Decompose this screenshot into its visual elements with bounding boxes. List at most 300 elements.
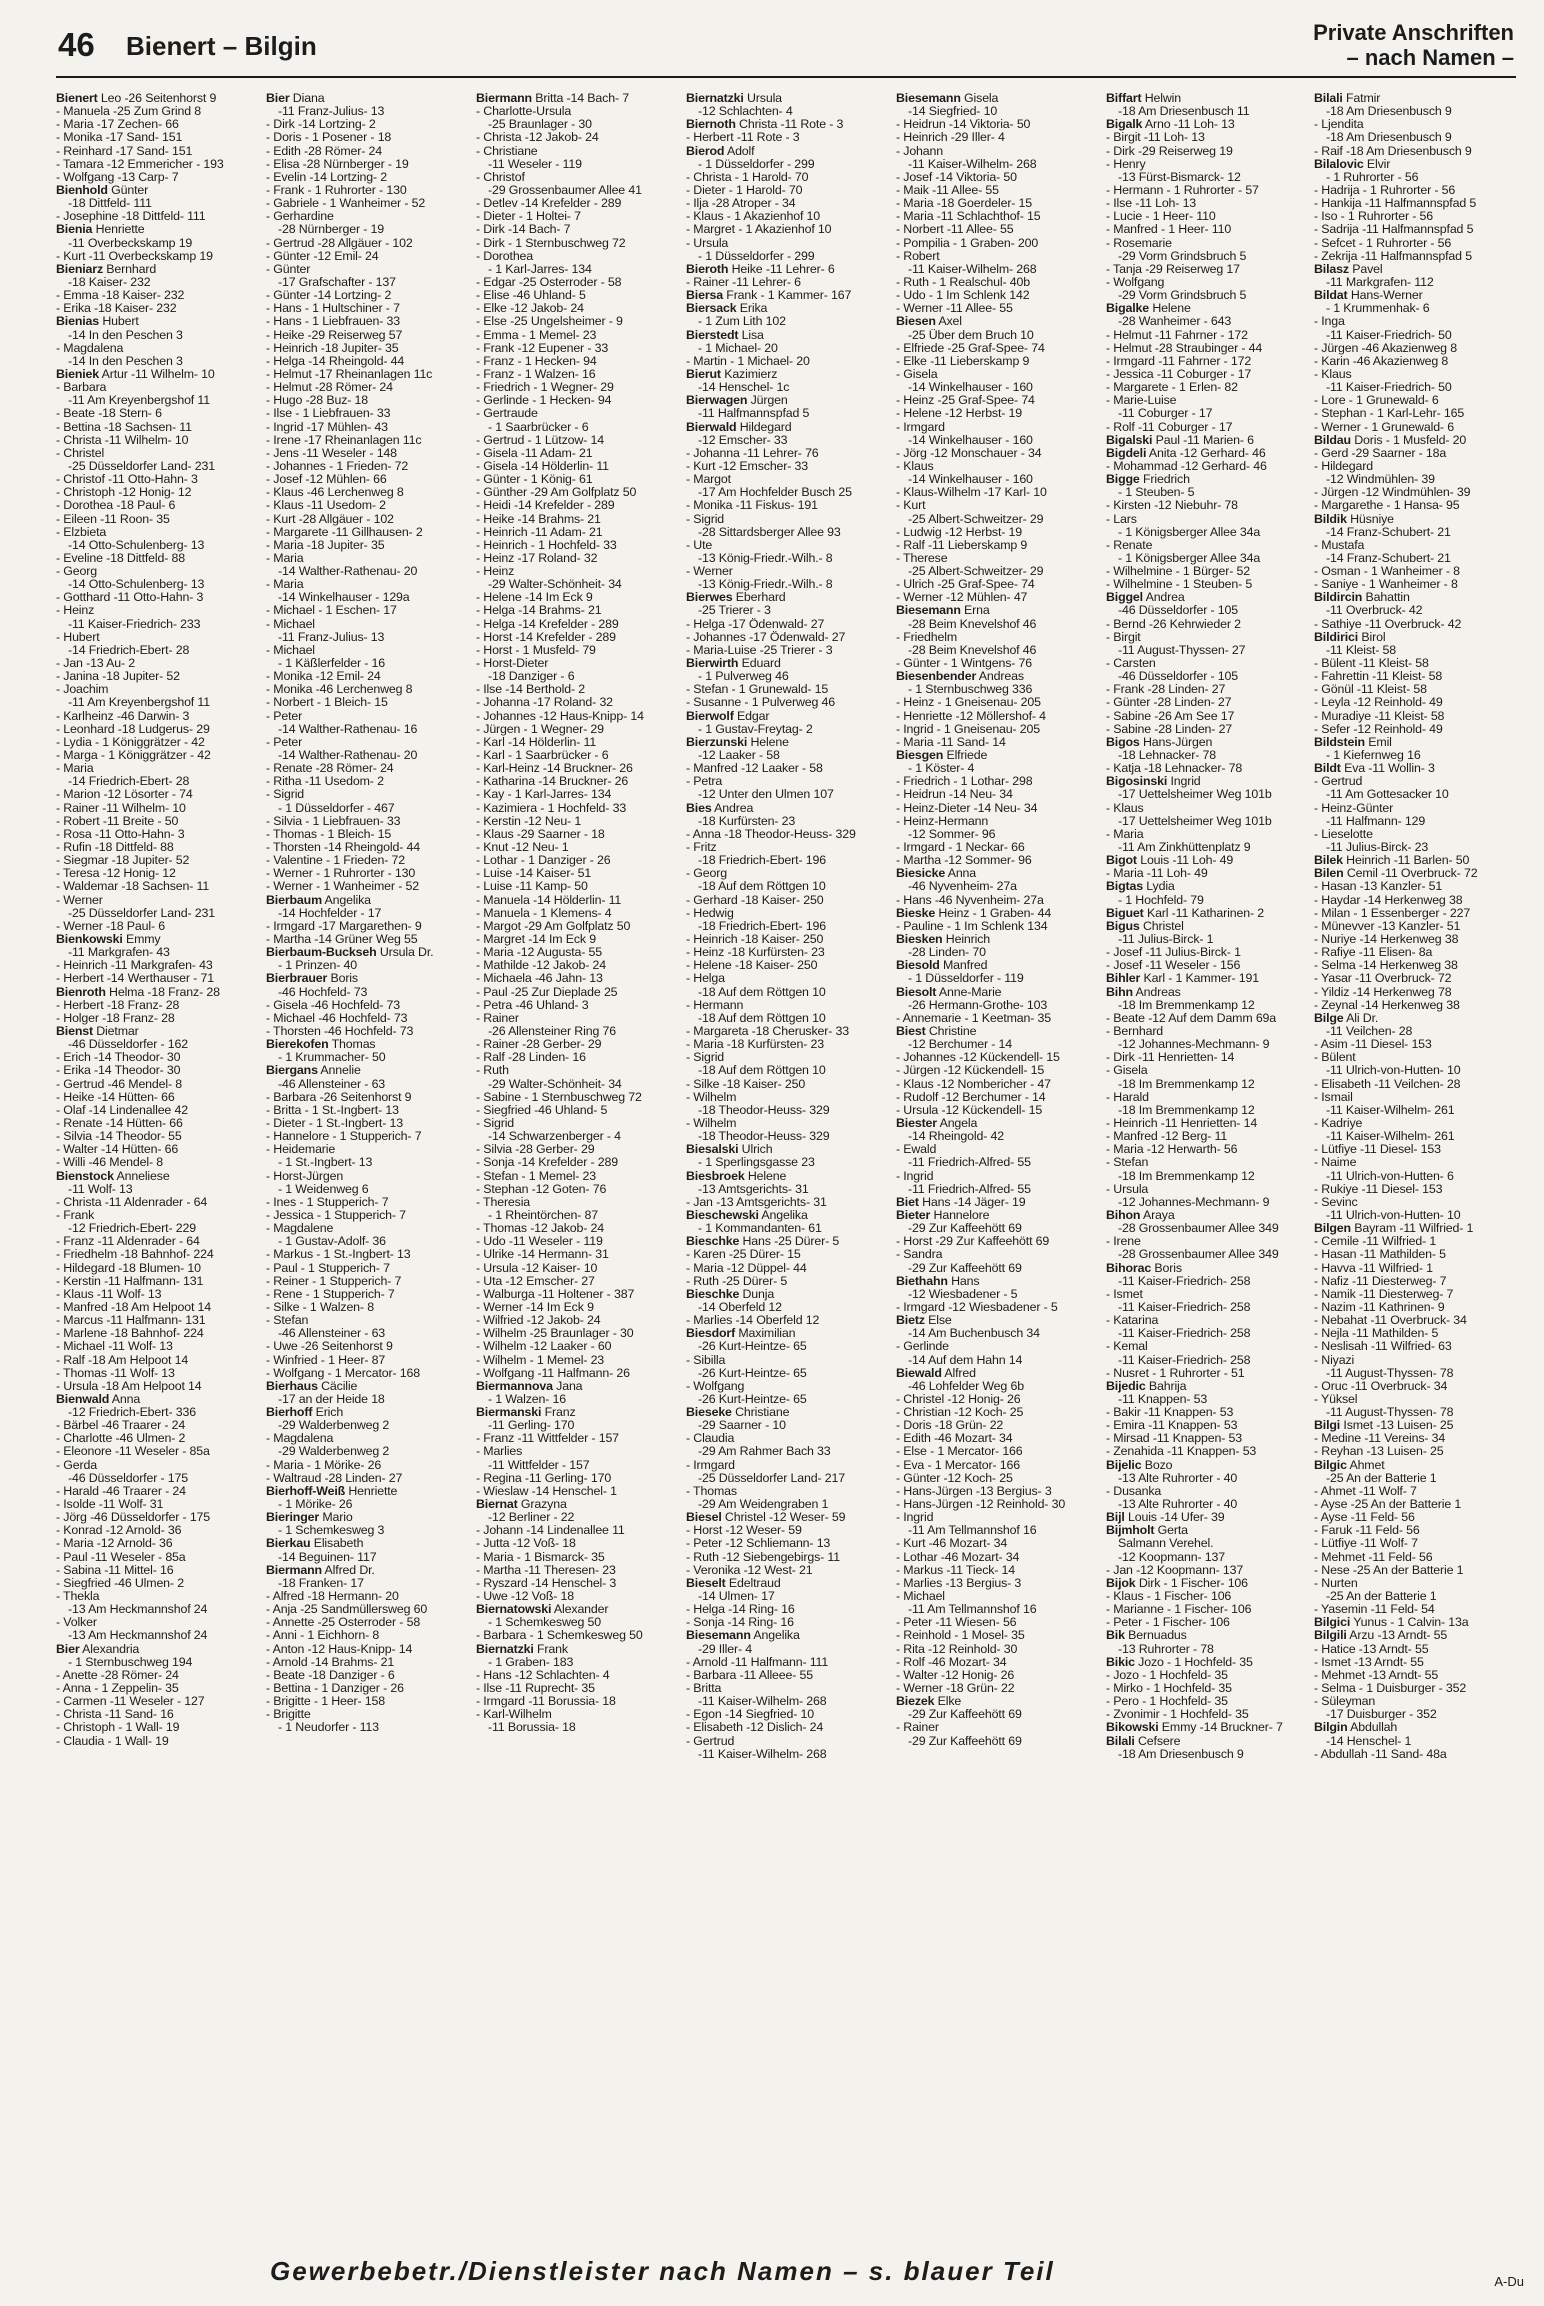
directory-entry: - Günter - 1 König- 61 — [476, 473, 593, 487]
directory-entry: Bietz Else — [896, 1314, 952, 1328]
directory-entry: -13 König-Friedr.-Wilh.- 8 — [698, 578, 833, 592]
directory-entry: - Helene -14 Im Eck 9 — [476, 591, 593, 605]
directory-entry: -12 Sommer- 96 — [908, 827, 996, 841]
directory-entry: Biesbroek Helene — [686, 1169, 787, 1183]
directory-entry: - Markus - 1 St.-Ingbert- 13 — [266, 1248, 411, 1262]
directory-entry: Biergans Annelie — [266, 1064, 361, 1078]
directory-entry: Biesel Christel -12 Weser- 59 — [686, 1511, 846, 1525]
directory-entry: - Maria - 1 Bismarck- 35 — [476, 1550, 605, 1564]
directory-entry: Bilek Heinrich -11 Barlen- 50 — [1314, 854, 1470, 868]
directory-entry: - Christel — [56, 446, 105, 460]
surname: Biesdorf — [686, 1327, 736, 1341]
directory-entry: - Waltraud -28 Linden- 27 — [266, 1471, 403, 1485]
directory-entry: - Frank -28 Linden- 27 — [1106, 683, 1226, 697]
directory-entry: - Eileen -11 Roon- 35 — [56, 512, 170, 526]
directory-entry: - Ralf -18 Am Helpoot 14 — [56, 1353, 189, 1367]
directory-entry: - Heinrich -18 Kaiser- 250 — [686, 933, 824, 946]
directory-entry: Biewald Alfred — [896, 1366, 976, 1380]
directory-entry: Bies Andrea — [686, 801, 754, 815]
surname: Bigosinski — [1106, 775, 1168, 789]
directory-entry: -13 König-Friedr.-Wilh.- 8 — [698, 551, 833, 565]
directory-entry: - Margarete - 1 Erlen- 82 — [1106, 381, 1238, 395]
directory-entry: - Peter -11 Wiesen- 56 — [896, 1616, 1017, 1630]
directory-entry: -18 Kurfürsten- 23 — [698, 814, 796, 828]
directory-entry: - Manfred -18 Am Helpoot 14 — [56, 1300, 212, 1314]
surname: Bik — [1106, 1629, 1125, 1643]
directory-entry: - Joachim — [56, 683, 109, 697]
directory-entry: Biesemann Erna — [896, 604, 990, 618]
directory-entry: - Frank — [56, 1208, 95, 1222]
directory-entry: - Dorothea -18 Paul- 6 — [56, 499, 176, 513]
directory-entry: - Leyla -12 Reinhold- 49 — [1314, 696, 1443, 710]
directory-entry: - Christa - 1 Harold- 70 — [686, 170, 809, 184]
directory-entry: Biet Hans -14 Jäger- 19 — [896, 1195, 1026, 1209]
directory-entry: - Havva -11 Wilfried- 1 — [1314, 1261, 1433, 1275]
directory-entry: - Jessica - 1 Stupperich- 7 — [266, 1208, 406, 1222]
directory-entry: - Dirk - 1 Sternbuschweg 72 — [476, 236, 626, 250]
directory-entry: - Helga -17 Ödenwald- 27 — [686, 617, 825, 631]
directory-entry: -11 Wolf- 13 — [68, 1182, 133, 1196]
directory-entry: - Heidrun -14 Neu- 34 — [896, 788, 1013, 802]
directory-entry: - Sigrid — [476, 1116, 515, 1130]
directory-entry: - Abdullah -11 Sand- 48a — [1314, 1747, 1447, 1761]
directory-entry: -14 Siegfried- 10 — [908, 105, 998, 119]
directory-entry: - 1 Krummacher- 50 — [278, 1051, 386, 1065]
directory-entry: - 1 Köster- 4 — [908, 762, 975, 776]
directory-entry: - Erich -14 Theodor- 30 — [56, 1051, 181, 1065]
directory-entry: - Gisela — [1106, 1064, 1148, 1078]
surname: Bierbaum-Buckseh — [266, 946, 377, 960]
directory-entry: -46 Hochfeld- 73 — [278, 985, 368, 999]
surname: Bienkowski — [56, 933, 123, 946]
directory-entry: -14 Hochfelder - 17 — [278, 906, 382, 920]
directory-entry: - Georg — [686, 867, 727, 881]
footer-note: Gewerbebetr./Dienstleister nach Namen – s. blauer Teil — [270, 2256, 1055, 2286]
directory-entry: - Harald — [1106, 1090, 1149, 1104]
directory-entry: - Bettina - 1 Danziger - 26 — [266, 1682, 404, 1696]
directory-entry: - Marlies — [476, 1445, 523, 1459]
directory-entry: - Birgit -11 Loh- 13 — [1106, 131, 1205, 145]
directory-entry: - Johannes - 1 Frieden- 72 — [266, 459, 409, 473]
directory-entry: - Wolfgang — [686, 1379, 745, 1393]
directory-entry: - Friedhelm — [896, 630, 958, 644]
surname: Bildat — [1314, 289, 1348, 303]
directory-entry: - Bülent -11 Kleist- 58 — [1314, 657, 1429, 671]
directory-entry: -12 Johannes-Mechmann- 9 — [1118, 1038, 1270, 1052]
directory-entry: - Heinz-Günter — [1314, 801, 1394, 815]
directory-entry: - Nafiz -11 Diesterweg- 7 — [1314, 1274, 1447, 1288]
surname: Bihler — [1106, 972, 1141, 986]
directory-entry: -11 Kleist- 58 — [1326, 643, 1396, 657]
surname: Bierwes — [686, 591, 733, 605]
directory-entry: - Elfriede -25 Graf-Spee- 74 — [896, 341, 1045, 355]
directory-entry: - Klaus -11 Wolf- 13 — [56, 1287, 162, 1301]
directory-entry: - Margret - 1 Akazienhof 10 — [686, 223, 832, 237]
directory-entry: - Lore - 1 Grunewald- 6 — [1314, 394, 1439, 408]
directory-entry: -46 Allensteiner - 63 — [278, 1327, 386, 1341]
directory-entry: Bildirici Birol — [1314, 630, 1386, 644]
directory-entry: - 1 Graben- 183 — [488, 1655, 574, 1669]
directory-entry: - Marcus -11 Halfmann- 131 — [56, 1314, 206, 1328]
directory-entry: - Wilhelm -12 Laaker - 60 — [476, 1340, 612, 1354]
directory-entry: - Maria — [266, 578, 304, 592]
directory-entry: Bierwagen Jürgen — [686, 394, 788, 408]
directory-entry: - Petra — [686, 775, 723, 789]
directory-entry: Bijl Louis -14 Ufer- 39 — [1106, 1511, 1225, 1525]
surname: Biernatzki — [686, 92, 744, 105]
directory-entry: - Reyhan -13 Luisen- 25 — [1314, 1445, 1444, 1459]
directory-entry: - Iso - 1 Ruhrorter - 56 — [1314, 210, 1433, 224]
directory-entry: Bieniek Artur -11 Wilhelm- 10 — [56, 367, 215, 381]
directory-entry: -14 In den Peschen 3 — [68, 328, 183, 342]
directory-entry: - Heinz -17 Roland- 32 — [476, 551, 598, 565]
directory-entry: - Thorsten -46 Hochfeld- 73 — [266, 1024, 414, 1038]
directory-entry: Biesdorf Maximilian — [686, 1327, 796, 1341]
directory-entry: Biesken Heinrich — [896, 933, 991, 946]
surname: Bigalke — [1106, 302, 1150, 316]
directory-entry: - Hermann - 1 Ruhrorter - 57 — [1106, 183, 1259, 197]
directory-entry: -26 Allensteiner Ring 76 — [488, 1024, 616, 1038]
directory-entry: Bieniarz Bernhard — [56, 262, 157, 276]
directory-entry: - Lütfiye -11 Wolf- 7 — [1314, 1537, 1418, 1551]
directory-entry: - Ilse -11 Ruprecht- 35 — [476, 1682, 595, 1696]
directory-entry: - Willi -46 Mendel- 8 — [56, 1156, 164, 1170]
directory-entry: - Ljendita — [1314, 118, 1364, 132]
directory-entry: - Emira -11 Knappen- 53 — [1106, 1419, 1238, 1433]
directory-entry: Bieschewski Angelika — [686, 1208, 808, 1222]
directory-entry: - 1 St.-Ingbert- 13 — [278, 1156, 373, 1170]
directory-entry: - Renate — [1106, 538, 1153, 552]
directory-entry: - Josef -14 Viktoria- 50 — [896, 170, 1017, 184]
directory-entry: - Carmen -11 Weseler - 127 — [56, 1695, 205, 1709]
directory-entry: - Horst - 1 Musfeld- 79 — [476, 643, 596, 657]
directory-entry: - Yüksel — [1314, 1392, 1358, 1406]
directory-entry: - Charlotte-Ursula — [476, 105, 572, 119]
directory-entry: - Jutta -12 Voß- 18 — [476, 1537, 576, 1551]
directory-entry: - 1 Hochfeld- 79 — [1118, 893, 1204, 907]
directory-entry: -11 Friedrich-Alfred- 55 — [908, 1156, 1031, 1170]
directory-entry: -28 Grossenbaumer Allee 349 — [1118, 1248, 1279, 1262]
directory-entry: - Herbert -11 Rote - 3 — [686, 131, 800, 145]
directory-entry: -13 Alte Ruhrorter - 40 — [1118, 1498, 1238, 1512]
directory-entry: - 1 Karl-Jarres- 134 — [488, 262, 592, 276]
directory-entry: - Norbert -11 Allee- 55 — [896, 223, 1014, 237]
directory-entry: -11 Franz-Julius- 13 — [278, 105, 385, 119]
directory-entry: - Ruth -25 Dürer- 5 — [686, 1274, 788, 1288]
directory-entry: - Gerlinde — [896, 1340, 949, 1354]
surname: Biesemann — [896, 92, 961, 105]
directory-entry: Salmann Verehel. — [1118, 1537, 1214, 1551]
directory-entry: - 1 Pulverweg 46 — [698, 670, 789, 684]
directory-entry: - Werner -14 Im Eck 9 — [476, 1300, 594, 1314]
directory-entry: - Gertrud — [686, 1734, 735, 1748]
directory-entry: Biernatzki Ursula — [686, 92, 782, 105]
directory-entry: - Waldemar -18 Sachsen- 11 — [56, 880, 210, 894]
directory-entry: - Manuela -14 Hölderlin- 11 — [476, 893, 622, 907]
directory-entry: - Edgar -25 Osterroder - 58 — [476, 275, 622, 289]
directory-entry: -18 Friedrich-Ebert- 196 — [698, 919, 826, 933]
surname: Bijmholt — [1106, 1524, 1155, 1538]
directory-entry: - Claudia — [686, 1432, 735, 1446]
directory-entry: - Muradiye -11 Kleist- 58 — [1314, 709, 1445, 723]
directory-entry: - Martha -11 Theresen- 23 — [476, 1563, 616, 1577]
directory-entry: -17 Duisburger - 352 — [1326, 1708, 1437, 1722]
directory-entry: Bijelic Bozo — [1106, 1458, 1173, 1472]
surname: Biffart — [1106, 92, 1142, 105]
directory-entry: - Klaus -29 Saarner - 18 — [476, 827, 605, 841]
surname: Bijelic — [1106, 1458, 1142, 1472]
directory-entry: -18 Am Driesenbusch 9 — [1326, 105, 1452, 119]
directory-entry: - Stefan — [1106, 1156, 1149, 1170]
directory-entry: - Sibilla — [686, 1353, 726, 1367]
directory-entry: -11 Weseler - 119 — [488, 157, 582, 171]
directory-entry: - Werner -12 Mühlen- 47 — [896, 591, 1028, 605]
directory-entry: - Thomas - 1 Bleich- 15 — [266, 827, 392, 841]
directory-entry: - Wolfgang -11 Halfmann- 26 — [476, 1366, 630, 1380]
directory-entry: -11 Overbruck- 42 — [1326, 604, 1423, 618]
surname: Bilgici — [1314, 1616, 1351, 1630]
directory-entry: -46 Nyvenheim- 27a — [908, 880, 1017, 894]
directory-entry: -25 Düsseldorfer Land- 217 — [698, 1471, 845, 1485]
directory-entry: - Heinrich -18 Jupiter- 35 — [266, 341, 399, 355]
directory-entry: - Maria -11 Schlachthof- 15 — [896, 210, 1041, 224]
directory-entry: -18 Im Bremmenkamp 12 — [1118, 1077, 1255, 1091]
surname: Biernoth — [686, 118, 736, 132]
directory-entry: -28 Grossenbaumer Allee 349 — [1118, 1222, 1279, 1236]
directory-entry: - Irene — [1106, 1235, 1141, 1249]
directory-entry: - Bernd -26 Kehrwieder 2 — [1106, 617, 1241, 631]
directory-entry: Bihn Andreas — [1106, 985, 1181, 999]
directory-entry: - Hasan -13 Kanzler- 51 — [1314, 880, 1443, 894]
directory-entry: - Leonhard -18 Ludgerus- 29 — [56, 722, 210, 736]
directory-entry: - Gotthard -11 Otto-Hahn- 3 — [56, 591, 204, 605]
directory-entry: - Jessica -11 Coburger - 17 — [1106, 367, 1252, 381]
directory-entry: - Heike -29 Reiserweg 57 — [266, 328, 403, 342]
directory-entry: - Franz - 1 Walzen- 16 — [476, 367, 596, 381]
directory-entry: - Gertrud - 1 Lützow- 14 — [476, 433, 604, 447]
directory-entry: -14 Ulmen- 17 — [698, 1590, 775, 1604]
directory-entry: -46 Allensteiner - 63 — [278, 1077, 386, 1091]
directory-entry: Bierod Adolf — [686, 144, 755, 158]
directory-entry: - Johann — [896, 144, 944, 158]
directory-entry: - Werner -11 Allee- 55 — [896, 302, 1013, 316]
directory-entry: - Arnold -14 Brahms- 21 — [266, 1655, 395, 1669]
directory-entry: -18 Im Bremmenkamp 12 — [1118, 998, 1255, 1012]
directory-entry: - 1 Gustav-Adolf- 36 — [278, 1235, 386, 1249]
directory-entry: - Walter -12 Honig- 26 — [896, 1668, 1015, 1682]
directory-entry: - Martin - 1 Michael- 20 — [686, 354, 810, 368]
directory-entry: - Stephan - 1 Karl-Lehr- 165 — [1314, 407, 1465, 421]
directory-entry: - Arnold -11 Halfmann- 111 — [686, 1655, 829, 1669]
directory-entry: -14 Beguinen- 117 — [278, 1550, 377, 1564]
directory-entry: - Günter -28 Linden- 27 — [1106, 696, 1232, 710]
surname: Bildirici — [1314, 630, 1359, 644]
directory-entry: - Gisela -11 Adam- 21 — [476, 446, 593, 460]
directory-entry: - Maria -18 Kurfürsten- 23 — [686, 1038, 824, 1052]
directory-entry: - Horst -29 Zur Kaffeehött 69 — [896, 1235, 1050, 1249]
directory-entry: Bieske Heinz - 1 Graben- 44 — [896, 906, 1052, 920]
directory-entry: -12 Unter den Ulmen 107 — [698, 788, 834, 802]
directory-entry: - Hans-Jürgen -12 Reinhold- 30 — [896, 1498, 1066, 1512]
directory-entry: - Eveline -18 Dittfeld- 88 — [56, 551, 186, 565]
directory-entry: - Ruth - 1 Realschul- 40b — [896, 275, 1030, 289]
directory-entry: - Mehmet -13 Arndt- 55 — [1314, 1668, 1439, 1682]
directory-entry: - 1 Düsseldorfer - 467 — [278, 801, 395, 815]
directory-entry: - Niyazi — [1314, 1353, 1355, 1367]
directory-entry: Biester Angela — [896, 1116, 978, 1130]
directory-entry: - 1 Königsberger Allee 34a — [1118, 525, 1261, 539]
directory-entry: -11 August-Thyssen- 27 — [1118, 643, 1246, 657]
surname: Biest — [896, 1024, 926, 1038]
surname: Bieschke — [686, 1287, 740, 1301]
directory-entry: - Ilja -28 Atroper - 34 — [686, 197, 796, 211]
directory-entry: Bierwald Hildegard — [686, 420, 792, 434]
directory-entry: -11 Julius-Birck- 1 — [1118, 933, 1214, 946]
directory-entry: - Sabine -26 Am See 17 — [1106, 709, 1235, 723]
directory-entry: - Jörg -12 Monschauer - 34 — [896, 446, 1042, 460]
directory-entry: - Hasan -11 Mathilden- 5 — [1314, 1248, 1446, 1262]
surname: Biergans — [266, 1064, 318, 1078]
directory-entry: Biest Christine — [896, 1024, 977, 1038]
directory-entry: - Heinrich - 1 Hochfeld- 33 — [476, 538, 617, 552]
directory-entry: - Wilhelm — [686, 1116, 737, 1130]
directory-entry: - Uta -12 Emscher- 27 — [476, 1274, 595, 1288]
directory-entry: - Klaus -12 Nombericher - 47 — [896, 1077, 1051, 1091]
surname: Bierut — [686, 367, 721, 381]
directory-entry: -11 Markgrafen- 43 — [68, 946, 170, 960]
directory-entry: Bigtas Lydia — [1106, 880, 1175, 894]
directory-entry: - Ritha -11 Usedom- 2 — [266, 775, 384, 789]
directory-entry: - 1 Königsberger Allee 34a — [1118, 551, 1261, 565]
directory-entry: - 1 Düsseldorfer - 299 — [698, 157, 815, 171]
directory-entry: - Barbara — [56, 381, 107, 395]
directory-entry: -26 Kurt-Heintze- 65 — [698, 1366, 807, 1380]
directory-entry: - Winfried - 1 Heer- 87 — [266, 1353, 386, 1367]
directory-entry: - Helga -14 Rheingold- 44 — [266, 354, 405, 368]
directory-entry: Biermanski Franz — [476, 1406, 576, 1420]
directory-entry: - Silvia -14 Theodor- 55 — [56, 1130, 182, 1144]
directory-entry: - Rainer -11 Wilhelm- 10 — [56, 801, 186, 815]
directory-entry: - Kurt — [896, 499, 926, 513]
directory-entry: - Christa -11 Wilhelm- 10 — [56, 433, 189, 447]
directory-entry: - Wilfried -12 Jakob- 24 — [476, 1314, 601, 1328]
directory-entry: - Robert -11 Breite - 50 — [56, 814, 179, 828]
directory-entry: -11 Kaiser-Friedrich- 258 — [1118, 1353, 1251, 1367]
directory-entry: - Werner - 1 Ruhrorter - 130 — [266, 867, 416, 881]
directory-entry: - Ulrike -14 Hermann- 31 — [476, 1248, 609, 1262]
directory-entry: Biesemann Gisela — [896, 92, 999, 105]
directory-entry: -25 Albert-Schweitzer- 29 — [908, 512, 1044, 526]
directory-entry: -12 Windmühlen- 39 — [1326, 473, 1435, 487]
directory-entry: - Silvia - 1 Liebfrauen- 33 — [266, 814, 401, 828]
directory-entry: Biesicke Anna — [896, 867, 977, 881]
directory-entry: - Horst -14 Krefelder - 289 — [476, 630, 616, 644]
directory-entry: - Werner - 1 Wanheimer - 52 — [266, 880, 419, 894]
directory-entry: Biezek Elke — [896, 1695, 962, 1709]
surname: Biesemann — [686, 1629, 751, 1643]
directory-entry: -12 Koopmann- 137 — [1118, 1550, 1225, 1564]
directory-entry: - Therese — [896, 551, 948, 565]
surname: Bierwagen — [686, 394, 748, 408]
directory-entry: - Yildiz -14 Herkenweg 78 — [1314, 985, 1452, 999]
directory-entry: -28 Beim Knevelshof 46 — [908, 617, 1037, 631]
surname: Biermanski — [476, 1406, 542, 1420]
directory-entry: Bilasz Pavel — [1314, 262, 1383, 276]
directory-entry: - Henriette -12 Möllershof- 4 — [896, 709, 1046, 723]
surname: Bierstedt — [686, 328, 739, 342]
directory-entry: -14 Henschel- 1c — [698, 381, 790, 395]
directory-entry: - Teresa -12 Honig- 12 — [56, 867, 176, 881]
directory-entry: - Johannes -17 Ödenwald- 27 — [686, 630, 846, 644]
directory-entry: - Tamara -12 Emmericher - 193 — [56, 157, 224, 171]
surname: Bieselt — [686, 1576, 726, 1590]
directory-entry: - Martha -14 Grüner Weg 55 — [266, 933, 418, 946]
directory-entry: - Karin -46 Akazienweg 8 — [1314, 354, 1449, 368]
directory-entry: - Bettina -18 Sachsen- 11 — [56, 420, 192, 434]
directory-entry: Bigge Friedrich — [1106, 473, 1190, 487]
directory-entry: - Fahrettin -11 Kleist- 58 — [1314, 670, 1443, 684]
surname: Bildik — [1314, 512, 1347, 526]
directory-entry: - Kerstin -12 Neu- 1 — [476, 814, 582, 828]
directory-entry: Bierzunski Helene — [686, 735, 789, 749]
directory-column-6 — [1106, 92, 1306, 2242]
directory-entry: - Sonja -14 Krefelder - 289 — [476, 1156, 618, 1170]
directory-entry: - Sefer -12 Reinhold- 49 — [1314, 722, 1443, 736]
directory-entry: -29 Grossenbaumer Allee 41 — [488, 183, 642, 197]
directory-entry: - Mustafa — [1314, 538, 1365, 552]
directory-entry: - Josef -12 Mühlen- 66 — [266, 473, 387, 487]
directory-entry: - Klaus - 1 Akazienhof 10 — [686, 210, 821, 224]
directory-entry: - Walter -14 Hütten- 66 — [56, 1143, 179, 1157]
directory-entry: Bieter Hannelore — [896, 1208, 990, 1222]
directory-entry: - Maria -11 Sand- 14 — [896, 735, 1006, 749]
directory-entry: - Walburga -11 Holtener - 387 — [476, 1287, 635, 1301]
directory-entry: - Yasar -11 Overbruck- 72 — [1314, 972, 1452, 986]
directory-entry: Bienia Henriette — [56, 223, 145, 237]
directory-entry: - Monika -12 Emil- 24 — [266, 670, 381, 684]
surname: Bieniek — [56, 367, 100, 381]
directory-entry: - Hans-Jürgen -13 Bergius- 3 — [896, 1484, 1052, 1498]
directory-entry: - Hans -12 Schlachten- 4 — [476, 1668, 610, 1682]
directory-entry: - Michael — [266, 643, 315, 657]
directory-entry: -11 Kaiser-Wilhelm- 268 — [908, 262, 1037, 276]
section-subtitle: – nach Namen – — [1346, 45, 1514, 70]
surname: Biewald — [896, 1366, 942, 1380]
surname: Bierwolf — [686, 709, 734, 723]
directory-entry: - Karl-Wilhelm — [476, 1708, 552, 1722]
directory-entry: Bieselt Edeltraud — [686, 1576, 781, 1590]
directory-entry: - Michaela -46 Jahn- 13 — [476, 972, 603, 986]
directory-entry: Bigus Christel — [1106, 919, 1184, 933]
directory-column-4 — [686, 92, 886, 2242]
directory-entry: Biesold Manfred — [896, 959, 988, 973]
directory-entry: - Anni - 1 Eichhorn- 8 — [266, 1629, 380, 1643]
directory-entry: - Regina -11 Gerling- 170 — [476, 1471, 612, 1485]
surname: Bienstock — [56, 1169, 114, 1183]
directory-entry: - Marianne - 1 Fischer- 106 — [1106, 1603, 1252, 1617]
directory-entry: Bienst Dietmar — [56, 1024, 139, 1038]
directory-entry: -11 Kaiser-Friedrich- 233 — [68, 617, 201, 631]
directory-entry: Bierstedt Lisa — [686, 328, 764, 342]
directory-entry: - Ilse -14 Berthold- 2 — [476, 683, 585, 697]
directory-entry: - Nebahat -11 Overbruck- 34 — [1314, 1314, 1467, 1328]
directory-entry: - Ursula -12 Kückendell- 15 — [896, 1103, 1043, 1117]
surname: Biermannova — [476, 1379, 553, 1393]
directory-entry: Biermannova Jana — [476, 1379, 583, 1393]
page-title: Bienert – Bilgin — [126, 31, 317, 61]
surname: Bilen — [1314, 867, 1344, 881]
directory-entry: - Monika -17 Sand- 151 — [56, 131, 183, 145]
